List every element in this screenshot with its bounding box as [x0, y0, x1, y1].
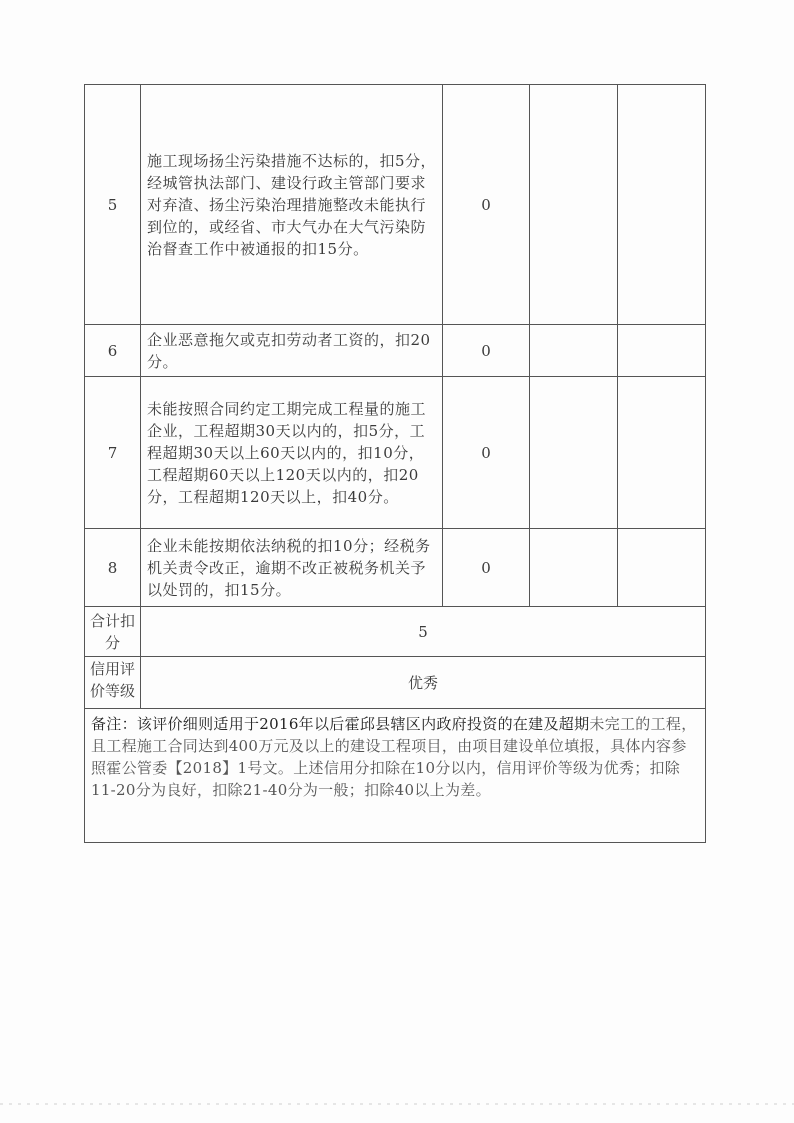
- deduction-score: 0: [443, 529, 530, 607]
- table-row: [85, 377, 706, 529]
- remarks-first-line: 备注：该评价细则适用于2016年以后霍邱县辖区内政府投资的在建及超期: [91, 715, 590, 733]
- row-number: 6: [85, 325, 141, 377]
- remarks-continuation: 未完工的工程，且工程施工合同达到400万元及以上的建设工程项目，由项目建设单位填报，具体内容参照霍公管委【2018】1号文。上述信用分扣除在10分以内，信用评价等级为优秀；扣除11-20分为良好，扣除21-40分为一般；扣除40以上为差。: [91, 715, 697, 799]
- blank-cell: [618, 529, 706, 607]
- table-row: [85, 529, 706, 607]
- rule-text: 施工现场扬尘污染措施不达标的，扣5分，经城管执法部门、建设行政主管部门要求对弃渣、扬尘污染治理措施整改未能执行到位的，或经省、市大气办在大气污染防治督查工作中被通报的扣15分。: [141, 85, 443, 325]
- deduction-score: 0: [443, 85, 530, 325]
- deduction-score: 0: [443, 377, 530, 529]
- table-row: [85, 85, 706, 325]
- remarks-cell: [85, 709, 706, 843]
- blank-cell: [618, 325, 706, 377]
- credit-rating-label: 信用评价等级: [89, 659, 135, 700]
- scan-artifact: [0, 1103, 794, 1105]
- credit-rating-value: 优秀: [141, 657, 706, 709]
- row-number: 5: [85, 85, 141, 325]
- rule-text: 企业未能按期依法纳税的扣10分；经税务机关责令改正，逾期不改正被税务机关予以处罚的，扣15分。: [141, 529, 443, 607]
- total-row: [85, 607, 706, 657]
- total-deduction-value: 5: [141, 607, 706, 657]
- blank-cell: [530, 85, 618, 325]
- note-row: [85, 709, 706, 843]
- blank-cell: [618, 377, 706, 529]
- credit-score-table: [84, 84, 706, 843]
- rating-row: [85, 657, 706, 709]
- total-deduction-label: 合计扣分: [85, 607, 141, 657]
- deduction-score: 0: [443, 325, 530, 377]
- rule-text: 企业恶意拖欠或克扣劳动者工资的，扣20分。: [141, 325, 443, 377]
- rule-text: 未能按照合同约定工期完成工程量的施工企业，工程超期30天以内的，扣5分，工程超期30天以上60天以内的，扣10分，工程超期60天以上120天以内的，扣20分，工程超期120天以上，扣40分。: [141, 377, 443, 529]
- blank-cell: [618, 85, 706, 325]
- rating-label-cell: [85, 657, 141, 709]
- row-number: 8: [85, 529, 141, 607]
- blank-cell: [530, 325, 618, 377]
- blank-cell: [530, 377, 618, 529]
- row-number: 7: [85, 377, 141, 529]
- blank-cell: [530, 529, 618, 607]
- table-row: [85, 325, 706, 377]
